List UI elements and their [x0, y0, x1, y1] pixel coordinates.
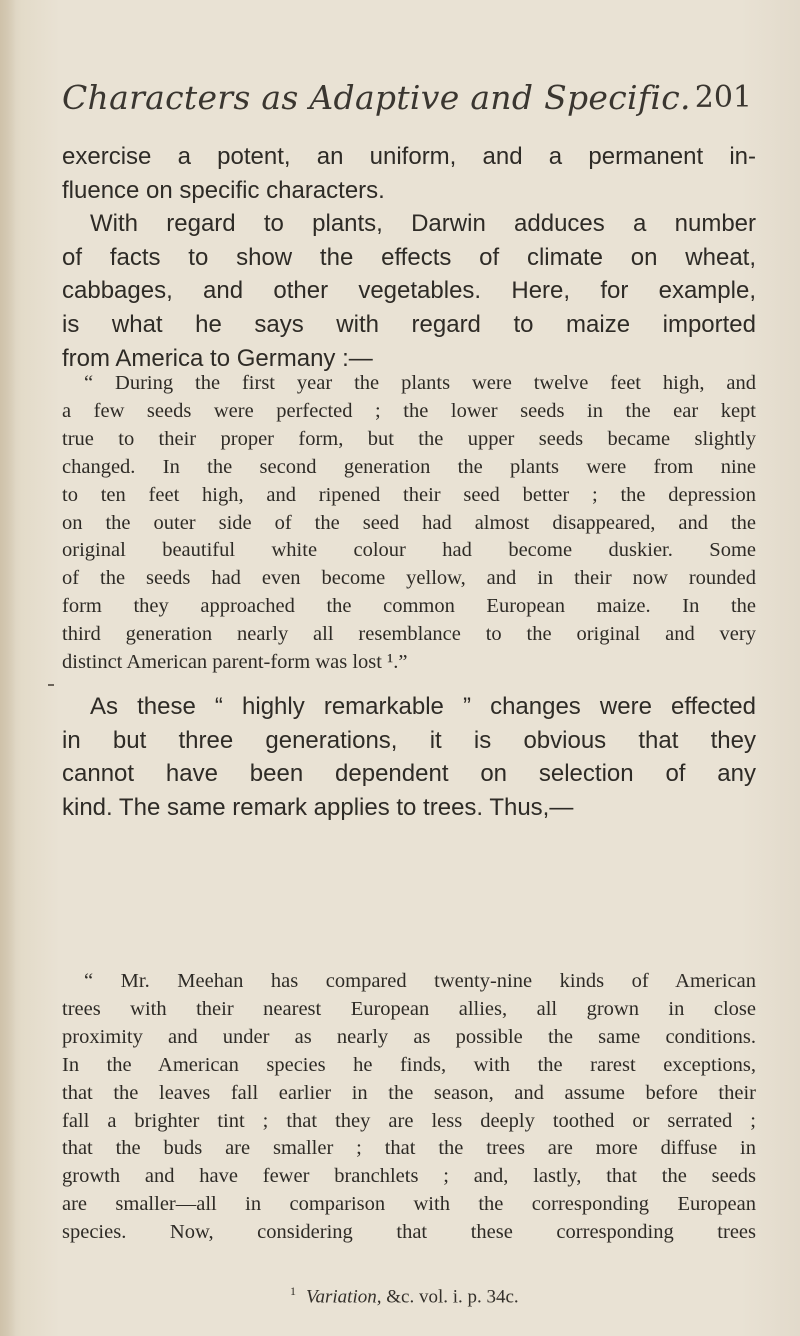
quote-line: on the outer side of the seed had almost disappeared, and the [62, 511, 756, 534]
footnote [290, 1284, 519, 1308]
quote-line: “ Mr. Meehan has compared twenty-nine kinds of American [84, 970, 756, 992]
footnote-mark: 1 [290, 1284, 296, 1298]
quote-line: to ten feet high, and ripened their seed better ; the depression [62, 483, 756, 506]
text-line: As these “ highly remarkable ” changes were effected [90, 693, 756, 720]
block-quote-maize [62, 370, 756, 677]
text-line: is what he says with regard to maize imported [62, 311, 756, 339]
text-line: cannot have been dependent on selection of any [62, 760, 756, 788]
quote-line: changed. In the second generation the plants were from nine [62, 455, 756, 478]
text-line: in but three generations, it is obvious that they [62, 726, 756, 754]
margin-mark [48, 684, 54, 686]
quote-line: of the seeds had even become yellow, and in their now rounded [62, 567, 756, 590]
page-header [62, 78, 752, 128]
quote-line: that the leaves fall earlier in the season, and assume before their [62, 1081, 756, 1104]
text-line: of facts to show the effects of climate on wheat, [62, 243, 756, 271]
text-line: fluence on specific characters. [62, 176, 385, 204]
paragraph-1 [62, 140, 756, 207]
quote-line: third generation nearly all resemblance to the original and very [62, 623, 756, 646]
paragraph-3 [62, 690, 756, 825]
paragraph-2 [62, 207, 756, 376]
quote-line: true to their proper form, but the upper seeds became slightly [62, 427, 756, 450]
quote-line: trees with their nearest European allies, all grown in close [62, 997, 756, 1020]
quote-line: are smaller—all in comparison with the corresponding European [62, 1193, 756, 1216]
quote-line: proximity and under as nearly as possible the same conditions. [62, 1025, 756, 1048]
text-line: cabbages, and other vegetables. Here, for example, [62, 277, 756, 305]
quote-line: species. Now, considering that these corresponding trees [62, 1221, 756, 1244]
quote-line: distinct American parent-form was lost ¹.” [62, 651, 408, 674]
footnote-reference: &c. vol. i. p. 34c. [386, 1286, 519, 1308]
quote-line: form they approached the common European maize. In the [62, 595, 756, 618]
page-number: 201 [694, 80, 752, 115]
footnote-title: Variation, [306, 1286, 382, 1308]
text-line: kind. The same remark applies to trees. Thus,— [62, 794, 574, 822]
quote-line: growth and have fewer branchlets ; and, lastly, that the seeds [62, 1165, 756, 1188]
quote-line: original beautiful white colour had become duskier. Some [62, 539, 756, 562]
quote-line: fall a brighter tint ; that they are less deeply toothed or serrated ; [62, 1109, 756, 1132]
text-line: from America to Germany :— [62, 344, 373, 372]
quote-line: a few seeds were perfected ; the lower seeds in the ear kept [62, 399, 756, 422]
running-title: Characters as Adaptive and Specific. [62, 78, 691, 117]
page-gutter-shadow [0, 0, 16, 1336]
quote-line: “ During the first year the plants were twelve feet high, and [84, 372, 756, 394]
block-quote-trees [62, 968, 756, 1247]
quote-line: that the buds are smaller ; that the trees are more diffuse in [62, 1137, 756, 1160]
text-line: With regard to plants, Darwin adduces a number [90, 210, 756, 237]
quote-line: In the American species he finds, with the rarest exceptions, [62, 1053, 756, 1076]
text-line: exercise a potent, an uniform, and a permanent in- [62, 143, 756, 170]
